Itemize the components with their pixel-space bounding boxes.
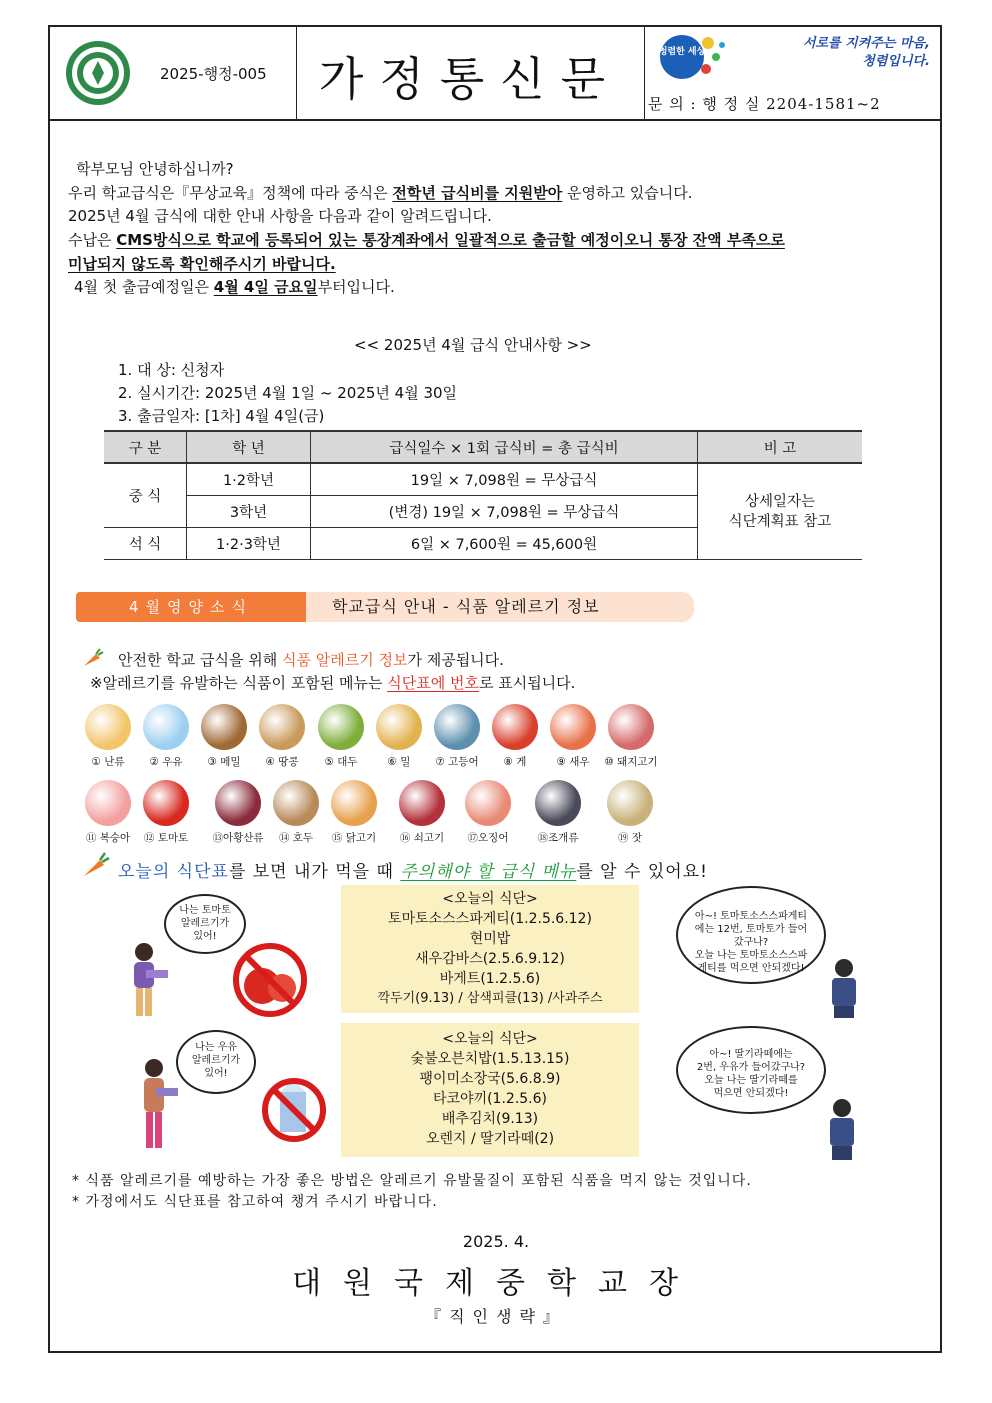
allergen-item <box>266 780 326 845</box>
allergen-food-icon <box>85 780 131 826</box>
allergen-label: ⑭ 호두 <box>278 832 314 844</box>
allergen-item <box>543 704 603 769</box>
allergen-item <box>600 780 660 845</box>
menu2-item: 숯불오븐치밥(1.5.13.15) <box>410 1051 570 1067</box>
meal-fee-table <box>104 430 862 560</box>
reply1-line: 게티를 먹으면 안되겠다! <box>697 963 805 974</box>
table-row <box>104 463 862 496</box>
menu1-item: 토마토소스스파게티(1.2.5.6.12) <box>388 911 592 927</box>
student-girl-icon <box>120 940 170 1020</box>
page-title: 가정통신문 <box>318 52 622 106</box>
teacher-bubble-1 <box>676 886 826 984</box>
allergen-food-icon <box>259 704 305 750</box>
intro-line-4: 수납은 CMS방식으로 학교에 등록되어 있는 통장계좌에서 일괄적으로 출금할 예정이오니 통장 잔액 부족으로 <box>68 231 785 249</box>
bubble2-line-1: 나는 우유 <box>195 1042 237 1053</box>
allergen-food-icon <box>376 704 422 750</box>
notice-item-1: 1. 대 상: 신청자 <box>118 361 225 379</box>
reply2-line: 아~! 딸기라떼에는 <box>709 1049 793 1060</box>
notice-item-2: 2. 실시기간: 2025년 4월 1일 ~ 2025년 4월 30일 <box>118 384 458 402</box>
allergen-label: ③ 메밀 <box>207 756 241 768</box>
contact-info: 문 의 : 행 정 실 2204-1581~2 <box>648 95 881 113</box>
note-line-1: 상세일자는 <box>744 493 816 510</box>
header-center <box>296 27 645 119</box>
allergen-item <box>427 704 487 769</box>
no-milk-icon <box>262 1074 326 1142</box>
today-menu-guide: 오늘의 식단표를 보면 내가 먹을 때 주의해야 할 급식 메뉴를 알 수 있어요! <box>118 862 708 882</box>
menu2-item: 배추김치(9.13) <box>441 1111 539 1127</box>
greeting: 학부모님 안녕하십니까? <box>76 160 234 178</box>
th-note: 비 고 <box>698 431 863 463</box>
dinner-label: 석 식 <box>104 528 187 560</box>
principal-signature: 대원국제중학교장 <box>292 1266 700 1301</box>
allergen-label: ⑥ 밀 <box>387 756 411 768</box>
teacher-icon <box>824 958 864 1020</box>
notice-heading: << 2025년 4월 급식 안내사항 >> <box>354 336 592 354</box>
allergen-label: ⑰오징어 <box>467 832 509 844</box>
allergen-food-icon <box>215 780 261 826</box>
menu1-item: 깍두기(9.13) / 삼색피클(13) /사과주스 <box>377 991 603 1006</box>
allergen-food-icon <box>201 704 247 750</box>
allergen-item <box>194 704 254 769</box>
table-note <box>698 463 863 560</box>
allergen-label: ⑫ 토마토 <box>143 832 189 844</box>
allergen-label: ⑮ 닭고기 <box>331 832 377 844</box>
note-line-2: 식단계획표 참고 <box>728 513 832 530</box>
allergy-info-line-2: ※알레르기를 유발하는 식품이 포함된 메뉴는 식단표에 번호로 표시됩니다. <box>90 674 576 692</box>
lunch-label: 중 식 <box>104 463 187 528</box>
allergen-food-icon <box>318 704 364 750</box>
menu1-item: 바게트(1.2.5.6) <box>439 971 541 987</box>
row2-grade: 3학년 <box>187 496 311 528</box>
intro-line-6: 4월 첫 출금예정일은 4월 4일 금요일부터입니다. <box>74 278 395 296</box>
bubble1-line-3: 있어! <box>193 931 217 942</box>
allergen-item <box>485 704 545 769</box>
slogan <box>803 35 930 71</box>
allergen-item <box>601 704 661 769</box>
allergen-label: ⑨ 새우 <box>556 756 590 768</box>
allergen-food-icon <box>492 704 538 750</box>
bubble1-line-1: 나는 토마토 <box>179 905 231 916</box>
reply1-line: 아~! 토마토소스스파게티 <box>694 911 808 922</box>
allergen-food-icon <box>331 780 377 826</box>
allergen-label: ⑤ 대두 <box>324 756 358 768</box>
document-number: 2025-행정-005 <box>160 65 267 83</box>
reply2-line: 먹으면 안되겠다! <box>713 1088 789 1099</box>
issue-date: 2025. 4. <box>462 1232 530 1251</box>
allergen-food-icon <box>85 704 131 750</box>
allergen-item <box>78 704 138 769</box>
carrot-icon <box>82 648 104 668</box>
allergy-info-line-1: 안전한 학교 급식을 위해 식품 알레르기 정보가 제공됩니다. <box>118 651 504 669</box>
allergen-food-icon <box>434 704 480 750</box>
menu1-title: <오늘의 식단> <box>442 891 538 907</box>
allergen-label: ⑲ 잣 <box>618 832 642 844</box>
allergen-label: ⑯ 쇠고기 <box>399 832 445 844</box>
menu2-item: 오렌지 / 딸기라떼(2) <box>425 1131 555 1147</box>
notice-item-3: 3. 출금일자: [1차] 4월 4일(금) <box>118 407 325 425</box>
slogan-line-2: 청렴입니다. <box>862 54 930 69</box>
allergen-item <box>311 704 371 769</box>
allergen-item <box>528 780 588 845</box>
no-tomato-icon <box>232 942 308 1018</box>
intro-line-5: 미납되지 않도록 확인해주시기 바랍니다. <box>68 255 336 273</box>
integrity-logo-text: 청렴한 세상 <box>658 47 706 57</box>
allergen-item <box>324 780 384 845</box>
student-bubble-2 <box>176 1030 256 1094</box>
header-right <box>644 27 942 119</box>
menu2-title: <오늘의 식단> <box>442 1031 538 1047</box>
th-grade: 학 년 <box>187 431 311 463</box>
allergen-food-icon <box>607 780 653 826</box>
reply2-line: 2번, 우유가 들어갔구나? <box>696 1062 806 1073</box>
allergen-food-icon <box>465 780 511 826</box>
th-category: 구 분 <box>104 431 187 463</box>
bubble2-line-3: 있어! <box>204 1068 228 1079</box>
teacher-bubble-2 <box>676 1026 826 1114</box>
menu-box-1 <box>341 885 639 1013</box>
allergen-label: ① 난류 <box>91 756 125 768</box>
allergen-label: ⑱조개류 <box>537 832 579 844</box>
allergen-item <box>392 780 452 845</box>
row3-grade: 1·2·3학년 <box>187 528 311 560</box>
reply1-line: 에는 12번, 토마토가 들어 <box>694 924 808 935</box>
seal-omitted: 『직인생략』 <box>425 1307 567 1326</box>
allergen-item <box>136 704 196 769</box>
allergen-food-icon <box>550 704 596 750</box>
nutrition-tab-title: 학교급식 안내 - 식품 알레르기 정보 <box>306 592 694 622</box>
menu-box-2 <box>341 1023 639 1157</box>
allergen-food-icon <box>399 780 445 826</box>
reply1-line: 갔구나? <box>733 937 769 948</box>
allergen-label: ⑩ 돼지고기 <box>604 756 658 768</box>
carrot-icon <box>82 852 110 878</box>
header-left <box>50 27 297 119</box>
allergen-item <box>208 780 268 845</box>
th-calculation: 급식일수 × 1회 급식비 = 총 급식비 <box>311 431 698 463</box>
allergen-label: ④ 땅콩 <box>265 756 299 768</box>
allergen-item <box>78 780 138 845</box>
menu2-item: 타코야끼(1.2.5.6) <box>433 1091 547 1107</box>
allergen-label: ⑧ 게 <box>503 756 527 768</box>
menu2-item: 팽이미소장국(5.6.8.9) <box>419 1071 561 1087</box>
allergen-food-icon <box>143 704 189 750</box>
row3-calc: 6일 × 7,600원 = 45,600원 <box>311 528 698 560</box>
tip-1: * 식품 알레르기를 예방하는 가장 좋은 방법은 알레르기 유발물질이 포함된 식품을 먹지 않는 것입니다. <box>72 1173 752 1189</box>
nutrition-tab-label: 4월영양소식 <box>76 592 306 622</box>
student-boy-icon <box>130 1056 180 1152</box>
allergen-label: ② 우유 <box>149 756 183 768</box>
allergen-food-icon <box>273 780 319 826</box>
school-emblem-icon <box>64 39 132 107</box>
allergen-item <box>136 780 196 845</box>
allergen-item <box>369 704 429 769</box>
menu1-item: 새우감바스(2.5.6.9.12) <box>415 951 565 967</box>
tip-2: * 가정에서도 식단표를 참고하여 챙겨 주시기 바랍니다. <box>72 1194 438 1210</box>
bubble1-line-2: 알레르기가 <box>180 918 230 929</box>
allergen-label: ⑪ 복숭아 <box>85 832 131 844</box>
row1-grade: 1·2학년 <box>187 463 311 496</box>
bubble2-line-2: 알레르기가 <box>191 1055 241 1066</box>
menu1-item: 현미밥 <box>469 931 511 947</box>
allergen-label: ⑬아황산류 <box>212 832 264 844</box>
teacher-icon <box>820 1098 864 1162</box>
reply2-line: 오늘 나는 딸기라떼를 <box>704 1075 798 1086</box>
integrity-logo-icon <box>652 31 736 83</box>
allergen-food-icon <box>143 780 189 826</box>
allergen-label: ⑦ 고등어 <box>435 756 479 768</box>
header <box>50 27 940 121</box>
reply1-line: 오늘 나는 토마토소스스파 <box>694 950 808 961</box>
row1-calc: 19일 × 7,098원 = 무상급식 <box>311 463 698 496</box>
allergen-item <box>458 780 518 845</box>
slogan-line-1: 서로를 지켜주는 마음, <box>802 36 930 51</box>
intro-line-2: 우리 학교급식은『무상교육』정책에 따라 중식은 전학년 급식비를 지원받아 운영하고 있습니다. <box>68 184 693 202</box>
allergen-item <box>252 704 312 769</box>
row2-calc: (변경) 19일 × 7,098원 = 무상급식 <box>311 496 698 528</box>
table-header-row <box>104 431 862 463</box>
allergen-food-icon <box>535 780 581 826</box>
allergen-food-icon <box>608 704 654 750</box>
intro-line-3: 2025년 4월 급식에 대한 안내 사항을 다음과 같이 알려드립니다. <box>68 207 492 225</box>
